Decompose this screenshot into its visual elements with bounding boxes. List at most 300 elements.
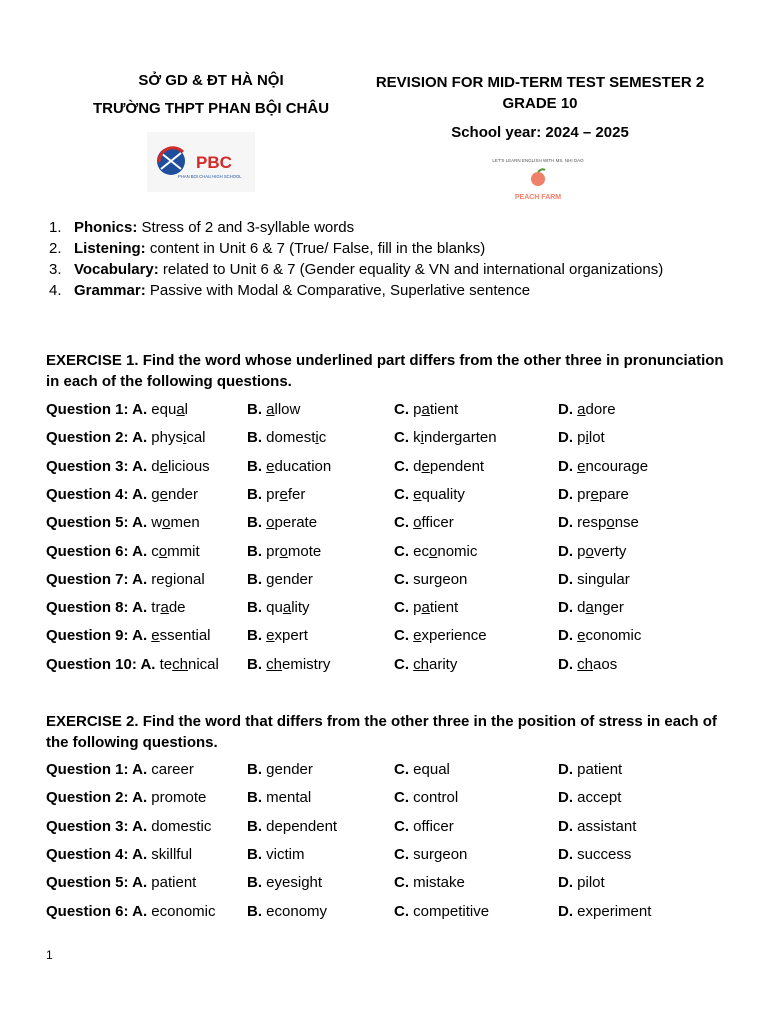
option-cell [558,817,636,837]
option-word: pilot [577,874,605,892]
option-letter: A. [132,761,152,778]
word-part: verty [593,542,627,560]
word-part: nomic [437,542,478,560]
option-cell [46,570,205,590]
option-cell [247,513,317,533]
topic-item: 1. Phonics: Stress of 2 and 3-syllable words [49,219,355,236]
underlined-sound: e [413,485,422,503]
peach-farm-logo [478,154,598,204]
option-letter: A. [132,599,152,617]
option-cell [394,788,458,808]
word-part: mmit [167,542,200,560]
topic-item: 2. Listening: content in Unit 6 & 7 (True/ False, fill in the blanks) [49,240,486,257]
underlined-sound: g [266,570,275,588]
question-row [46,428,736,456]
question-row [46,598,736,626]
option-cell [558,845,631,865]
option-word: assistant [577,817,637,835]
option-letter: A. [140,655,160,673]
option-letter: B. [247,599,267,617]
underlined-sound: a [577,401,586,418]
underlined-sound: o [429,542,438,560]
question-label: Question 3: [46,817,133,835]
option-letter: B. [247,429,267,447]
question-row [46,457,736,485]
word-part: sur [413,570,435,588]
option-cell [46,542,200,562]
underlined-sound: g [596,570,605,588]
option-word: mental [266,789,312,807]
option-letter: A. [132,789,152,807]
underlined-sound: a [176,401,185,418]
svg-text:LET'S LEARN ENGLISH WITH MS. N: LET'S LEARN ENGLISH WITH MS. NHI DAO [492,158,584,163]
option-word: dependent [266,817,338,835]
word-part: qu [266,599,283,617]
question-row [46,788,736,816]
pbc-logo [147,132,255,192]
svg-text:PEACH FARM: PEACH FARM [514,194,562,201]
option-cell [558,873,605,893]
underlined-sound: o [162,514,171,532]
word-part: ncourage [585,457,649,475]
grade-label: GRADE 10 [502,95,578,112]
topics-list [49,217,694,301]
option-cell [394,845,467,865]
option-cell [247,873,322,893]
option-cell [558,598,624,618]
question-label: Question 6: [46,542,133,560]
word-part: quality [421,485,465,503]
option-letter: C. [394,845,414,863]
doc-title: REVISION FOR MID-TERM TEST SEMESTER 2 [375,74,705,91]
option-letter: B. [247,845,267,863]
question-label: Question 5: [46,874,133,892]
option-word: career [151,761,194,778]
question-label: Question 9: [46,627,133,645]
option-letter: D. [558,457,578,475]
underlined-sound: ch [172,655,188,673]
question-row [46,845,736,873]
word-part: sin [577,570,597,588]
underlined-sound: e [577,457,586,475]
option-letter: D. [558,542,578,560]
word-part: k [413,429,421,447]
department-name: SỞ GD & ĐT HÀ NỘI [138,72,284,89]
question-label: Question 10: [46,655,141,673]
option-letter: B. [247,761,267,778]
option-cell [558,570,630,590]
underlined-sound: i [315,429,319,447]
option-cell [558,457,648,477]
option-cell [247,817,337,837]
option-cell [394,513,454,533]
option-cell [46,655,219,675]
word-part: pr [577,485,591,503]
word-part: conomic [585,627,642,645]
option-word: domestic [151,817,212,835]
question-row [46,400,736,428]
word-part: aos [593,655,618,673]
option-cell [394,570,467,590]
option-cell [394,400,458,420]
underlined-sound: g [434,570,443,588]
underlined-sound: o [585,542,594,560]
option-cell [46,760,194,780]
option-cell [46,598,186,618]
option-letter: B. [247,902,267,920]
word-part: equ [151,401,177,418]
word-part: nder [167,485,199,503]
option-cell [394,428,497,448]
option-cell [247,400,300,420]
option-word: mistake [413,874,465,892]
option-cell [247,457,331,477]
header-left [46,72,376,117]
word-part: l [184,401,189,418]
word-part: dore [585,401,616,418]
underlined-sound: e [577,627,586,645]
option-cell [558,788,621,808]
option-letter: A. [132,514,152,532]
option-letter: B. [247,874,267,892]
header-right [350,72,730,143]
word-part: te [159,655,173,673]
option-letter: A. [132,874,152,892]
option-word: economy [266,902,328,920]
exercise2-title: EXERCISE 2. Find the word that differs from the other three in the position of stress in each of the following questions. [46,713,717,751]
option-word: skillful [151,845,193,863]
option-cell [247,570,313,590]
school-year: School year: 2024 – 2025 [451,124,629,141]
option-letter: B. [247,789,267,807]
option-cell [394,902,489,922]
word-part: emistry [282,655,331,673]
school-name: TRƯỜNG THPT PHAN BỘI CHÂU [92,100,330,117]
underlined-sound: ch [413,655,430,673]
word-part: eon [442,570,468,588]
underlined-sound: o [266,514,275,532]
option-cell [394,873,465,893]
underlined-sound: i [420,429,425,447]
word-part: xpert [274,627,308,645]
word-part: ular [604,570,630,588]
option-letter: A. [132,570,152,588]
svg-text:PBC: PBC [196,153,232,172]
option-word: experiment [577,902,652,920]
word-part: de [168,599,186,617]
option-letter: A. [132,542,152,560]
option-cell [46,902,216,922]
underlined-sound: i [585,429,589,447]
option-word: victim [266,845,305,863]
option-cell [558,542,626,562]
word-part: xperience [421,627,487,645]
word-part: lity [291,599,310,617]
word-part: domest [266,429,316,447]
option-cell [247,626,308,646]
option-cell [46,817,211,837]
word-part: c [318,429,327,447]
option-word: eyesight [266,874,323,892]
word-part: p [413,599,422,617]
option-letter: B. [247,627,267,645]
option-cell [46,400,188,420]
question-row [46,626,736,654]
word-part: ducation [274,457,332,475]
option-cell [247,655,330,675]
underlined-sound: a [282,599,292,617]
option-letter: C. [394,599,414,617]
option-letter: C. [394,485,414,503]
question-label: Question 1: [46,761,133,778]
option-letter: D. [558,761,578,778]
question-label: Question 1: [46,401,133,418]
word-part: ssential [159,627,211,645]
word-part: p [577,429,586,447]
word-part: perate [274,514,318,532]
option-cell [247,788,311,808]
word-part: g [151,485,160,503]
underlined-sound: a [585,599,594,617]
underlined-sound: e [151,627,160,645]
word-part: p [413,401,422,418]
option-cell [394,485,465,505]
word-part: llow [274,401,301,418]
option-letter: C. [394,542,414,560]
question-row [46,570,736,598]
word-part: tient [429,599,459,617]
word-part: c [151,542,159,560]
topic-item: 3. Vocabulary: related to Unit 6 & 7 (Gender equality & VN and international organizations) [49,261,664,278]
question-label: Question 8: [46,599,133,617]
option-cell [247,845,305,865]
option-cell [247,598,310,618]
option-letter: C. [394,627,414,645]
option-word: accept [577,789,622,807]
option-word: promote [151,789,207,807]
option-word: officer [413,817,454,835]
question-row [46,817,736,845]
underlined-sound: ch [577,655,594,673]
word-part: nical [188,655,219,673]
question-row [46,513,736,541]
underlined-sound: e [279,485,288,503]
option-letter: D. [558,485,578,503]
word-part: tr [151,599,161,617]
word-part: re [151,570,165,588]
word-part: nse [614,514,639,532]
word-part: ec [413,542,430,560]
word-part: d [151,457,160,475]
word-part: ional [172,570,205,588]
word-part: pr [266,485,280,503]
option-cell [46,788,206,808]
option-letter: A. [132,485,152,503]
word-part: arity [429,655,458,673]
option-letter: A. [132,429,152,447]
option-letter: C. [394,874,414,892]
question-label: Question 7: [46,570,133,588]
option-letter: D. [558,655,578,673]
option-letter: D. [558,845,578,863]
underlined-sound: ch [266,655,283,673]
underlined-sound: a [160,599,169,617]
underlined-sound: e [413,627,422,645]
option-letter: B. [247,570,267,588]
option-letter: D. [558,401,578,418]
question-label: Question 2: [46,789,133,807]
word-part: cal [186,429,206,447]
underlined-sound: a [421,401,430,418]
option-cell [46,845,192,865]
option-cell [46,457,210,477]
word-part: d [413,457,422,475]
option-word: surgeon [413,845,468,863]
page-number: 1 [46,948,53,962]
word-part: phys [151,429,183,447]
question-label: Question 4: [46,485,133,503]
word-part: pendent [429,457,485,475]
question-label: Question 4: [46,845,133,863]
option-letter: C. [394,429,414,447]
option-letter: B. [247,485,267,503]
option-letter: B. [247,457,267,475]
option-cell [558,626,641,646]
option-letter: D. [558,429,578,447]
option-letter: B. [247,817,267,835]
question-row [46,873,736,901]
option-letter: C. [394,817,414,835]
option-letter: D. [558,902,578,920]
option-letter: A. [132,627,152,645]
option-letter: A. [132,401,152,418]
underlined-sound: a [266,401,275,418]
option-letter: B. [247,655,267,673]
option-cell [394,655,457,675]
option-letter: C. [394,902,414,920]
option-cell [558,485,629,505]
underlined-sound: g [164,570,173,588]
option-word: patient [577,761,623,778]
option-letter: B. [247,542,267,560]
word-part: ndergarten [424,429,497,447]
underlined-sound: o [413,514,422,532]
underlined-sound: e [266,627,275,645]
word-part: licious [167,457,210,475]
option-letter: D. [558,627,578,645]
word-part: fer [287,485,306,503]
underlined-sound: e [159,485,168,503]
option-letter: D. [558,514,578,532]
option-cell [558,400,616,420]
underlined-sound: a [421,599,430,617]
option-cell [247,428,326,448]
option-cell [247,902,327,922]
word-part: pr [266,542,280,560]
option-letter: A. [132,817,152,835]
option-cell [46,626,211,646]
question-label: Question 2: [46,429,133,447]
word-part: ender [274,570,313,588]
option-cell [394,457,484,477]
question-row [46,542,736,570]
question-label: Question 5: [46,514,133,532]
option-cell [394,626,487,646]
exercise1-title: EXERCISE 1. Find the word whose underlined part differs from the other three in pronunciation in each of the following questions. [46,352,724,390]
word-part: fficer [421,514,454,532]
option-letter: C. [394,457,414,475]
option-cell [394,598,458,618]
underlined-sound: e [590,485,599,503]
word-part: resp [577,514,607,532]
topic-item: 4. Grammar: Passive with Modal & Comparative, Superlative sentence [49,282,531,299]
option-letter: A. [132,845,152,863]
word-part: nger [593,599,624,617]
underlined-sound: o [279,542,288,560]
option-letter: C. [394,401,414,418]
option-cell [46,513,200,533]
option-cell [558,655,617,675]
underlined-sound: e [421,457,430,475]
option-cell [247,485,305,505]
option-letter: D. [558,599,578,617]
question-row [46,655,736,683]
option-word: patient [151,874,197,892]
option-cell [394,817,454,837]
question-row [46,760,736,788]
option-letter: C. [394,514,414,532]
option-cell [46,428,206,448]
option-cell [46,873,196,893]
option-letter: D. [558,789,578,807]
option-cell [46,485,198,505]
option-letter: A. [132,902,152,920]
word-part: tient [429,401,459,418]
question-row [46,485,736,513]
underlined-sound: o [158,542,168,560]
option-letter: B. [247,401,267,418]
option-word: economic [151,902,216,920]
underlined-sound: e [159,457,168,475]
word-part: d [577,599,586,617]
option-cell [558,902,651,922]
option-cell [247,542,321,562]
option-letter: D. [558,874,578,892]
option-word: competitive [413,902,490,920]
option-word: equal [413,761,450,778]
option-cell [558,760,622,780]
word-part: men [170,514,200,532]
question-label: Question 3: [46,457,133,475]
option-cell [394,542,477,562]
option-word: gender [266,761,313,778]
option-letter: D. [558,817,578,835]
svg-text:PHAN BOI CHAU HIGH SCHOOL: PHAN BOI CHAU HIGH SCHOOL [178,174,242,179]
option-cell [558,513,639,533]
word-part: pare [598,485,629,503]
option-letter: A. [132,457,152,475]
option-letter: D. [558,570,578,588]
word-part: p [577,542,586,560]
option-letter: C. [394,655,414,673]
option-cell [558,428,605,448]
underlined-sound: i [182,429,187,447]
question-row [46,902,736,930]
underlined-sound: o [606,514,615,532]
question-label: Question 6: [46,902,133,920]
option-letter: C. [394,570,414,588]
word-part: mote [287,542,322,560]
